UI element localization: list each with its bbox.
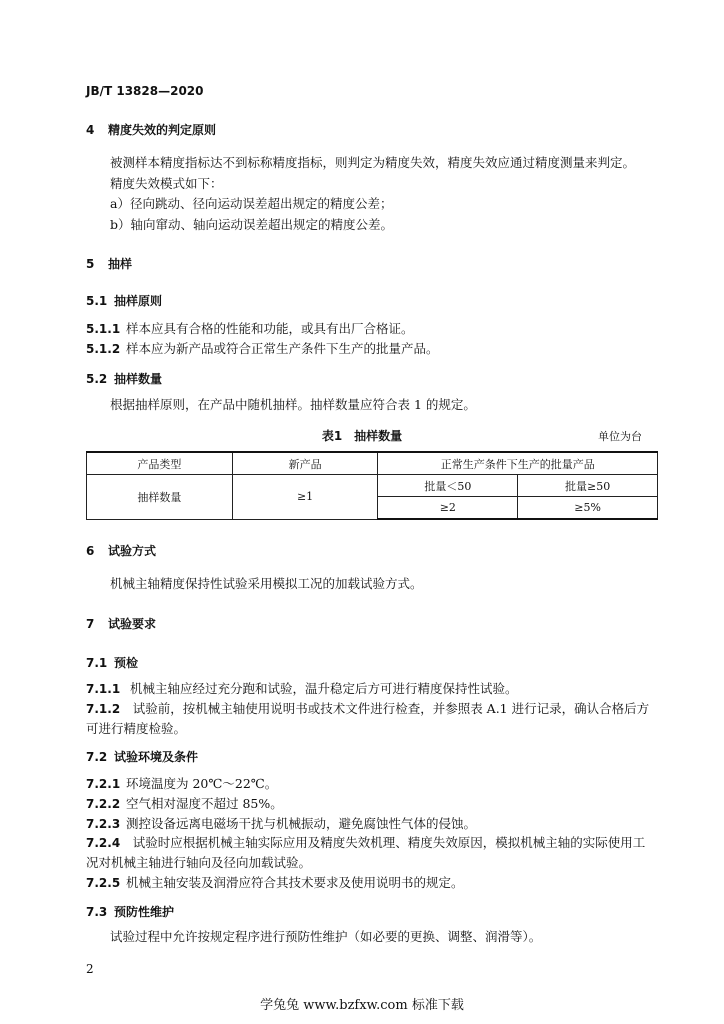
clause-7-1-1 [86,681,518,697]
section-number: 6 [86,544,95,558]
section-title: 抽样数量 [114,372,163,386]
clause-7-2-5 [86,875,464,891]
sampling-table [86,451,658,520]
clause-number: 7.2.3 [86,817,121,831]
section-5-heading [86,255,132,272]
list-item-a: a）径向跳动、径向运动误差超出规定的精度公差； [110,196,393,211]
footer-watermark: 学兔兔 www.bzfxw.com 标准下载 [260,998,464,1013]
clause-5-1-2 [86,341,439,357]
section-number: 7.1 [86,656,108,670]
section-7-2-heading [86,748,198,765]
table-header-type: 产品类型 [87,452,233,475]
table-header-new: 新产品 [232,452,378,475]
clause-5-1-1 [86,321,414,337]
table-cell-ge50: ≥5% [518,497,658,520]
clause-number: 7.2.1 [86,777,121,791]
section-5-2-heading [86,370,162,387]
section-title: 抽样 [108,257,133,271]
clause-text: 测控设备远离电磁场干扰与机械振动，避免腐蚀性气体的侵蚀。 [126,816,477,831]
section-title: 精度失效的判定原则 [108,123,217,137]
section-4-heading [86,121,216,138]
clause-text: 机械主轴应经过充分跑和试验，温升稳定后方可进行精度保持性试验。 [130,681,518,696]
clause-number: 7.2.4 [86,836,121,850]
section-7-heading [86,615,156,632]
clause-number: 7.2.5 [86,876,121,890]
clause-7-1-2 [86,699,656,739]
section-7-1-heading [86,654,138,671]
section-number: 5.2 [86,372,108,386]
paragraph: 机械主轴精度保持性试验采用模拟工况的加载试验方式。 [110,576,423,591]
clause-number: 7.1.2 [86,702,121,716]
section-title: 试验要求 [108,617,157,631]
section-title: 试验环境及条件 [114,750,199,764]
table-caption: 表1 抽样数量 [321,429,403,443]
section-number: 7 [86,617,95,631]
clause-text: 空气相对湿度不超过 85%。 [126,796,283,811]
table-unit: 单位为台 [598,430,642,443]
paragraph: 试验过程中允许按规定程序进行预防性维护（如必要的更换、调整、润滑等）。 [110,929,542,944]
table-subheader-ge50: 批量≥50 [518,475,658,497]
section-title: 抽样原则 [114,294,163,308]
clause-number: 5.1.1 [86,322,121,336]
clause-number: 5.1.2 [86,342,121,356]
section-5-1-heading [86,292,162,309]
section-number: 4 [86,123,95,137]
table-header-batch: 正常生产条件下生产的批量产品 [378,452,658,475]
paragraph: 被测样本精度指标达不到标称精度指标，则判定为精度失效，精度失效应通过精度测量来判定。 [110,155,636,170]
clause-text: 环境温度为 20℃～22℃。 [126,776,278,791]
section-title: 预防性维护 [114,905,175,919]
clause-text: 试验时应根据机械主轴实际应用及精度失效机理、精度失效原因，模拟机械主轴的实际使用工况对机械主轴进行轴向及径向加载试验。 [86,835,646,870]
standard-code: JB/T 13828—2020 [86,84,204,98]
clause-7-2-4 [86,833,656,873]
table-row-label: 抽样数量 [87,475,233,520]
clause-number: 7.2.2 [86,797,121,811]
table-cell-new: ≥1 [232,475,378,520]
page-number: 2 [86,962,94,976]
clause-text: 样本应具有合格的性能和功能，或具有出厂合格证。 [126,321,414,336]
section-number: 7.2 [86,750,108,764]
paragraph: 精度失效模式如下： [110,176,223,191]
table-subheader-lt50: 批量＜50 [378,475,518,497]
section-number: 5 [86,257,95,271]
paragraph: 根据抽样原则，在产品中随机抽样。抽样数量应符合表 1 的规定。 [110,397,476,412]
section-number: 7.3 [86,905,108,919]
clause-text: 样本应为新产品或符合正常生产条件下生产的批量产品。 [126,341,439,356]
clause-7-2-2 [86,796,283,812]
section-7-3-heading [86,903,174,920]
section-title: 预检 [114,656,139,670]
section-title: 试验方式 [108,544,157,558]
table-cell-lt50: ≥2 [378,497,518,520]
list-item-b: b）轴向窜动、轴向运动误差超出规定的精度公差。 [110,217,394,232]
clause-text: 试验前，按机械主轴使用说明书或技术文件进行检查，并参照表 A.1 进行记录，确认合格后方可进行精度检验。 [86,701,650,736]
clause-number: 7.1.1 [86,682,121,696]
clause-7-2-1 [86,776,277,792]
clause-text: 机械主轴安装及润滑应符合其技术要求及使用说明书的规定。 [126,875,464,890]
section-6-heading [86,542,156,559]
clause-7-2-3 [86,816,476,832]
section-number: 5.1 [86,294,108,308]
